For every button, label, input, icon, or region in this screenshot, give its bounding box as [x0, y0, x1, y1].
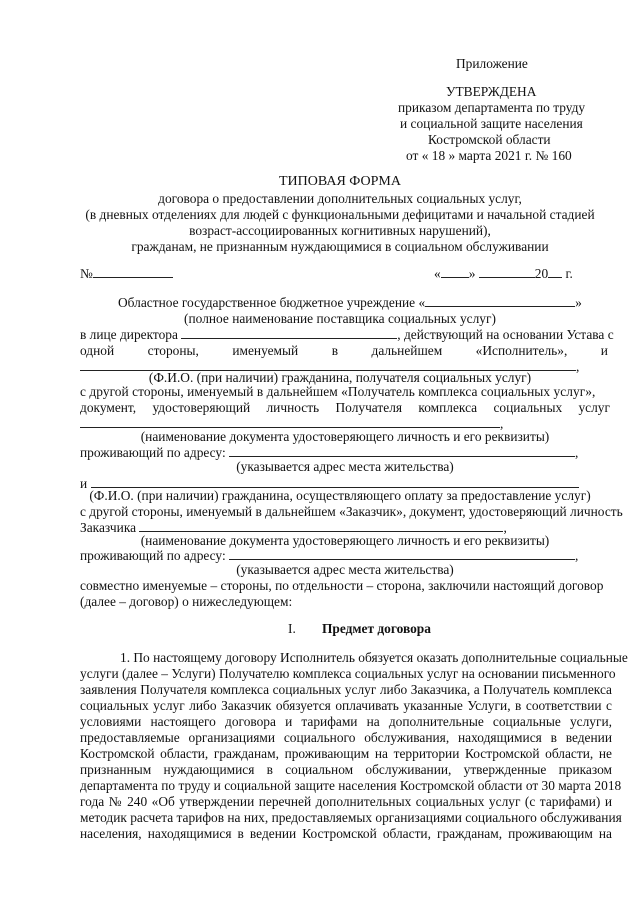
address-label-2: проживающий по адресу: — [80, 548, 226, 563]
payer-caption: (Ф.И.О. (при наличии) гражданина, осуществляющего оплату за предоставление услуг) — [89, 488, 591, 503]
org-name-blank[interactable] — [425, 295, 575, 307]
org-caption: (полное наименование поставщика социальных услуг) — [184, 311, 496, 326]
year-blank[interactable] — [548, 266, 562, 278]
comma: , — [576, 359, 580, 374]
section-title: Предмет договора — [322, 621, 431, 636]
recipient-doc-line — [80, 400, 610, 416]
word: социальных — [493, 400, 563, 415]
word: услуг — [578, 400, 610, 415]
customer-doc-blank[interactable] — [139, 520, 503, 532]
approval-line-1: приказом департамента по труду — [398, 100, 586, 115]
address-label: проживающий по адресу: — [80, 445, 226, 460]
recipient-doc-caption: (наименование документа удостоверяющего личность и его реквизиты) — [140, 429, 550, 444]
month-blank[interactable] — [479, 266, 535, 278]
paragraph-line: Костромской области, гражданам, проживающим на территории Костромской области, не — [80, 746, 612, 761]
word: личность — [266, 400, 320, 415]
title-line-4: гражданам, не признанным нуждающимися в социальном обслуживании — [131, 239, 549, 254]
paragraph-line: 1. По настоящему договору Исполнитель обязуется оказать дополнительные социальные — [120, 650, 628, 665]
word: именуемый — [232, 343, 299, 358]
date-quote-open: « — [434, 266, 441, 281]
paragraph-line: населения, находящимися в ведении Костромской области, гражданам, проживающим на — [80, 826, 612, 841]
paragraph-line: заявления Получателя комплекса социальных услуг либо Заказчика, а Получатель комплекса — [80, 682, 612, 697]
word: дальнейшем — [371, 343, 443, 358]
title-line-1: договора о предоставлении дополнительных социальных услуг, — [158, 191, 522, 206]
year-suffix: г. — [565, 266, 573, 281]
document-title: ТИПОВАЯ ФОРМА — [279, 174, 401, 189]
paragraph-line: департамента по труду и социальной защите населения Костромской области от 30 марта 2018 — [80, 778, 622, 793]
appendix-label: Приложение — [456, 56, 528, 71]
customer-address-blank[interactable] — [229, 548, 575, 560]
and-word: и — [80, 476, 88, 491]
recipient-caption: (Ф.И.О. (при наличии) гражданина, получателя социальных услуг) — [148, 370, 532, 385]
paragraph-line: услуги (далее – Услуги) Получателю комплекса социальных услуг на основании письменного — [80, 666, 616, 681]
paragraph-line: условиями настоящего договора и тарифами на дополнительные социальные услуги, — [80, 714, 612, 729]
director-line — [80, 327, 614, 343]
number-sign: № — [80, 266, 93, 281]
comma: , — [503, 520, 507, 535]
word: Получателя — [335, 400, 403, 415]
contract-number — [80, 266, 173, 282]
word: одной — [80, 343, 115, 358]
comma: , — [575, 445, 579, 460]
date-quote-close: » — [468, 266, 476, 281]
approval-line-3: Костромской области — [428, 132, 551, 147]
jointly-line-1: совместно именуемые – стороны, по отдельности – сторона, заключили настоящий договор — [80, 578, 604, 593]
day-blank[interactable] — [441, 266, 469, 278]
customer-address-caption: (указывается адрес места жительства) — [236, 562, 454, 577]
section-number: I. — [288, 621, 296, 636]
title-line-3: возраст-ассоциированных когнитивных нарушений), — [189, 223, 491, 238]
paragraph-line: предоставляемые организациями социального обслуживания, находящимися в ведении — [80, 730, 612, 745]
approved-label: УТВЕРЖДЕНА — [446, 84, 537, 99]
word: стороны, — [147, 343, 199, 358]
comma: , — [500, 416, 504, 431]
paragraph-line: методик расчета тарифов на них, предоставляемых организациями социального обслуживания — [80, 810, 622, 825]
contract-date — [434, 266, 573, 282]
comma: , — [575, 548, 579, 563]
word: «Исполнитель», — [475, 343, 568, 358]
other-side-line: с другой стороны, именуемый в дальнейшем «Получатель комплекса социальных услуг», — [80, 384, 596, 399]
jointly-line-2: (далее – договор) о нижеследующем: — [80, 594, 293, 609]
director-name-blank[interactable] — [181, 327, 397, 339]
customer-label: Заказчика — [80, 520, 137, 535]
recipient-address-caption: (указывается адрес места жительства) — [236, 459, 454, 474]
payer-name-blank[interactable] — [91, 476, 579, 488]
org-quote-close: » — [575, 295, 582, 310]
approval-line-4: от « 18 » марта 2021 г. № 160 — [406, 148, 572, 163]
paragraph-line: года № 240 «Об утверждении перечней дополнительных социальных услуг (с тарифами) и — [80, 794, 612, 809]
word: удостоверяющий — [152, 400, 251, 415]
word: в — [331, 343, 339, 358]
title-line-2: (в дневных отделениях для людей с функциональными дефицитами и начальной стадией — [85, 207, 595, 222]
word: комплекса — [418, 400, 478, 415]
word: и — [600, 343, 608, 358]
customer-doc-caption: (наименование документа удостоверяющего личность и его реквизиты) — [140, 533, 550, 548]
recipient-doc-blank[interactable] — [80, 416, 500, 428]
recipient-address-blank[interactable] — [229, 445, 575, 457]
paragraph-line: признанным нуждающимися в социальном обслуживании, утвержденные приказом — [80, 762, 612, 777]
word: документ, — [80, 400, 137, 415]
director-label: в лице директора — [80, 327, 178, 342]
org-label: Областное государственное бюджетное учреждение « — [118, 295, 426, 310]
director-basis: , действующий на основании Устава с — [397, 327, 614, 342]
approval-line-2: и социальной защите населения — [400, 116, 583, 131]
org-line — [118, 295, 582, 311]
executor-line — [80, 343, 608, 359]
number-blank[interactable] — [93, 266, 173, 278]
paragraph-line: социальных услуг либо Заказчик обязуется оплачивать указанные Услуги, в соответствии с — [80, 698, 612, 713]
year-prefix: 20 — [534, 266, 549, 281]
customer-line: с другой стороны, именуемый в дальнейшем «Заказчик», документ, удостоверяющий личность — [80, 504, 623, 519]
